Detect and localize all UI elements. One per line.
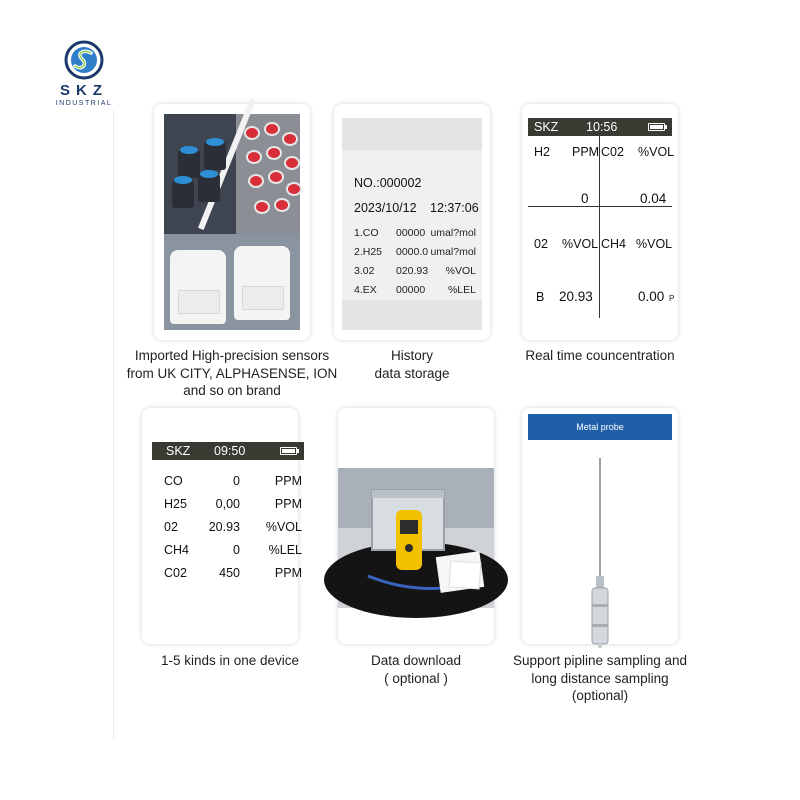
caption-line: Real time councentration: [525, 348, 675, 363]
cell-gas: CH4: [601, 237, 627, 251]
probe-banner: Metal probe: [528, 414, 672, 440]
history-date: 2023/10/12: [354, 201, 417, 215]
cell-unit: %VOL: [638, 145, 675, 159]
history-row-unit: umal?mol: [430, 227, 476, 239]
metal-probe-icon: [522, 448, 678, 648]
history-caption: [334, 347, 490, 382]
lcd-brand: SKZ: [534, 120, 559, 134]
multi-gas-card: [142, 408, 302, 644]
cell-unit: %VOL: [562, 237, 599, 251]
gas-value: 20.93: [208, 520, 240, 534]
gas-unit: PPM: [274, 497, 302, 511]
caption-line: long distance sampling: [531, 670, 669, 686]
history-row-name: 2.H25: [354, 246, 383, 258]
history-record-number: NO.:000002: [354, 176, 422, 190]
battery-icon: [648, 123, 665, 131]
gas-value: 0: [233, 543, 240, 557]
cell-prefix: B: [536, 290, 545, 304]
multi-gas-caption: [120, 652, 340, 670]
lcd-clock: 10:56: [586, 120, 618, 134]
gas-value: 0: [233, 474, 240, 488]
history-row-name: 3.02: [354, 265, 375, 277]
caption-line: from UK CITY, ALPHASENSE, ION: [126, 365, 338, 381]
cell-unit: PPM: [572, 145, 600, 159]
history-row-value: 020.93: [396, 265, 429, 277]
gas-name: CH4: [164, 543, 190, 557]
gas-name: H25: [164, 497, 187, 511]
history-row-name: 4.EX: [354, 284, 377, 296]
history-row-unit: %LEL: [447, 284, 476, 296]
history-row-value: 00000: [396, 284, 426, 296]
history-row-name: 1.CO: [354, 227, 379, 239]
history-row-unit: %VOL: [445, 265, 476, 277]
grid-horizontal-line: [528, 206, 672, 207]
cell-gas: C02: [601, 145, 624, 159]
gas-unit: %VOL: [265, 520, 302, 534]
skz-logo: [44, 40, 124, 112]
gas-name: C02: [164, 566, 187, 580]
gas-unit: PPM: [274, 566, 302, 580]
realtime-screen: [528, 118, 675, 328]
sensors-photo: [164, 114, 300, 330]
caption-line: data storage: [374, 365, 450, 381]
caption-line: 1-5 kinds in one device: [160, 653, 300, 668]
sensors-caption: [100, 347, 364, 400]
download-caption: [338, 652, 494, 687]
history-row-value: 00000: [396, 227, 426, 239]
history-screen: [342, 118, 482, 330]
realtime-caption: [500, 347, 700, 365]
cell-gas: H2: [534, 145, 550, 159]
download-card: [338, 408, 494, 644]
caption-line: (optional): [571, 688, 629, 703]
realtime-card: [522, 104, 678, 340]
grid-vertical-line: [599, 136, 600, 318]
sensors-card: [154, 104, 310, 340]
cell-value: 0: [581, 191, 589, 206]
logo-subtitle: INDUSTRIAL: [55, 100, 113, 107]
gas-name: CO: [164, 474, 183, 488]
gas-name: 02: [164, 520, 178, 534]
lcd-brand: SKZ: [166, 444, 191, 458]
lcd-clock: 09:50: [214, 444, 246, 458]
caption-line: ( optional ): [384, 670, 448, 686]
cell-value: 0.00: [638, 289, 665, 304]
history-time: 12:37:06: [430, 201, 479, 215]
caption-line: Data download: [370, 653, 462, 668]
cell-value: 20.93: [559, 289, 593, 304]
download-kit-photo: [338, 468, 494, 608]
gas-value: 450: [219, 566, 240, 580]
history-row-unit: umal?mol: [430, 246, 476, 258]
caption-line: Imported High-precision sensors: [134, 348, 330, 363]
cell-value: 0.04: [640, 191, 667, 206]
lcd-header: [152, 442, 304, 460]
skz-logo-icon: [64, 40, 104, 80]
gas-unit: %LEL: [268, 543, 302, 557]
cell-gas: 02: [534, 237, 548, 251]
history-card: [334, 104, 490, 340]
caption-line: and so on brand: [183, 383, 281, 398]
left-guide-line: [113, 110, 114, 740]
caption-line: History: [390, 348, 433, 363]
cell-unit: %VOL: [636, 237, 673, 251]
probe-card: [522, 408, 678, 644]
battery-icon: [280, 447, 297, 455]
gas-unit: PPM: [274, 474, 302, 488]
caption-line: Support pipline sampling and: [512, 653, 688, 668]
history-row-value: 0000.0: [396, 246, 429, 258]
multi-gas-screen: [152, 442, 304, 602]
probe-caption: [490, 652, 710, 705]
cell-suffix: P: [669, 294, 675, 303]
lcd-header: [528, 118, 672, 136]
gas-value: 0,00: [215, 497, 240, 511]
logo-brand-text: SKZ: [60, 82, 108, 99]
